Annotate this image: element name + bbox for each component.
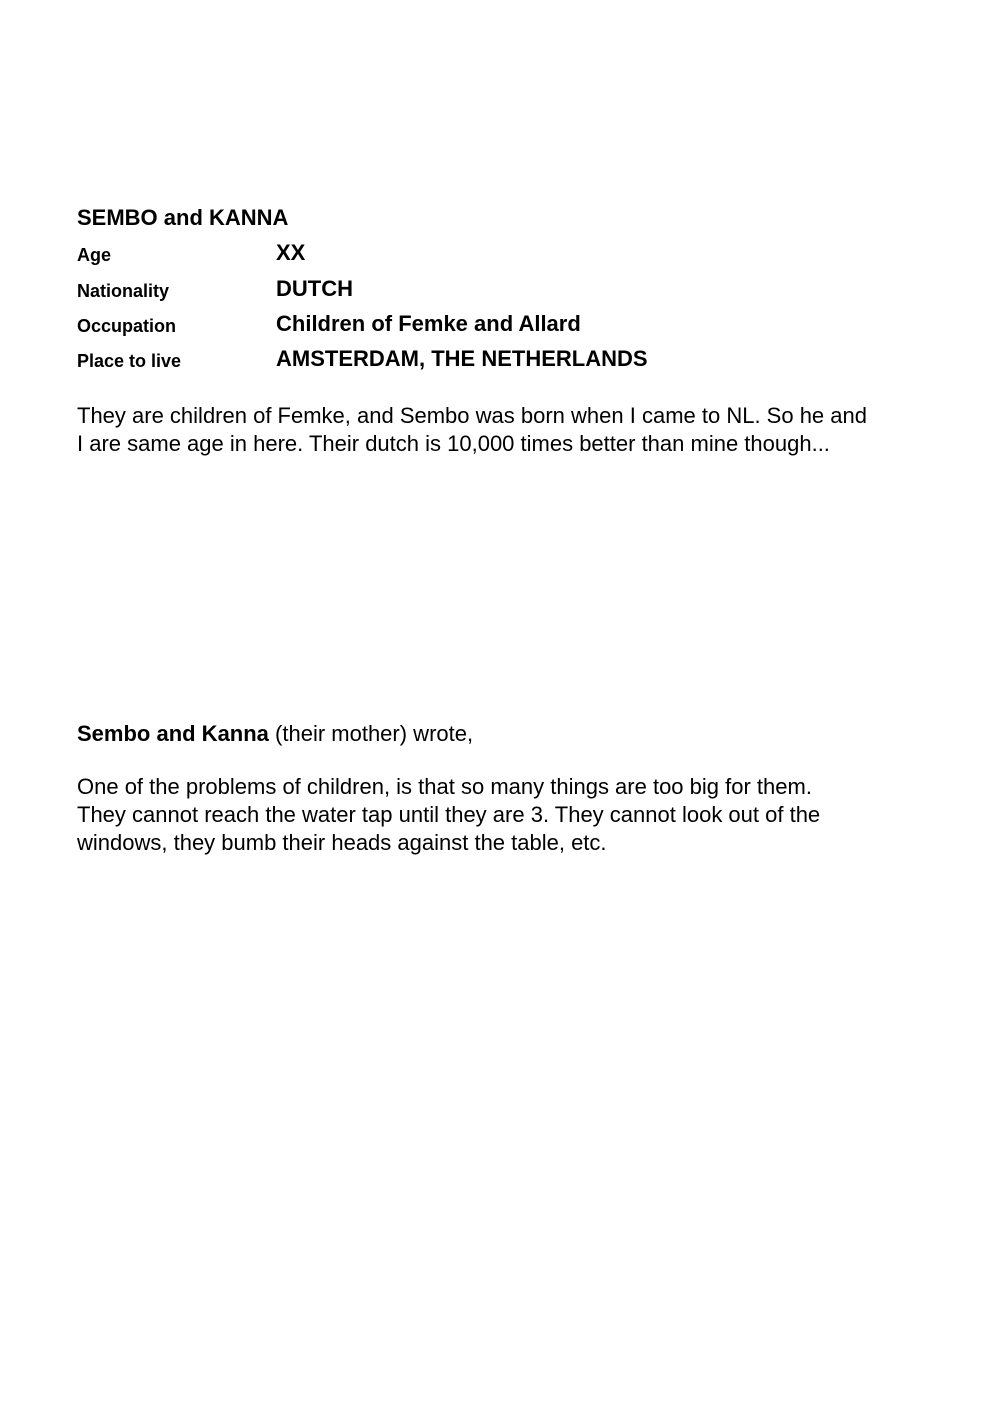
age-label: Age [77,245,112,265]
intro-line-2: I are same age in here. Their dutch is 10,000 times better than mine though... [77,431,830,456]
occupation-label: Occupation [77,316,177,336]
place-value: AMSTERDAM, THE NETHERLANDS [276,346,648,371]
intro-paragraph [77,402,937,458]
page-title: SEMBO and KANNA [77,205,289,230]
occupation-value: Children of Femke and Allard [276,311,581,336]
quote-paragraph [77,773,937,857]
age-value: XX [276,240,306,265]
intro-line-1: They are children of Femke, and Sembo was born when I came to NL. So he and [77,403,867,428]
nationality-label: Nationality [77,281,170,301]
profile-row-occupation [77,309,937,339]
quote-line-2: They cannot reach the water tap until they are 3. They cannot look out of the [77,802,821,827]
quote-author: Sembo and Kanna [77,721,269,746]
quote-attribution: (their mother) wrote, [268,721,474,746]
quote-line-1: One of the problems of children, is that so many things are too big for them. [77,774,812,799]
profile-row-place [77,344,937,374]
profile-row-nationality [77,274,937,304]
profile-row-age [77,238,937,268]
place-label: Place to live [77,351,182,371]
quote-line-3: windows, they bumb their heads against the table, etc. [77,830,607,855]
wrote-line [77,720,937,748]
nationality-value: DUTCH [276,276,353,301]
